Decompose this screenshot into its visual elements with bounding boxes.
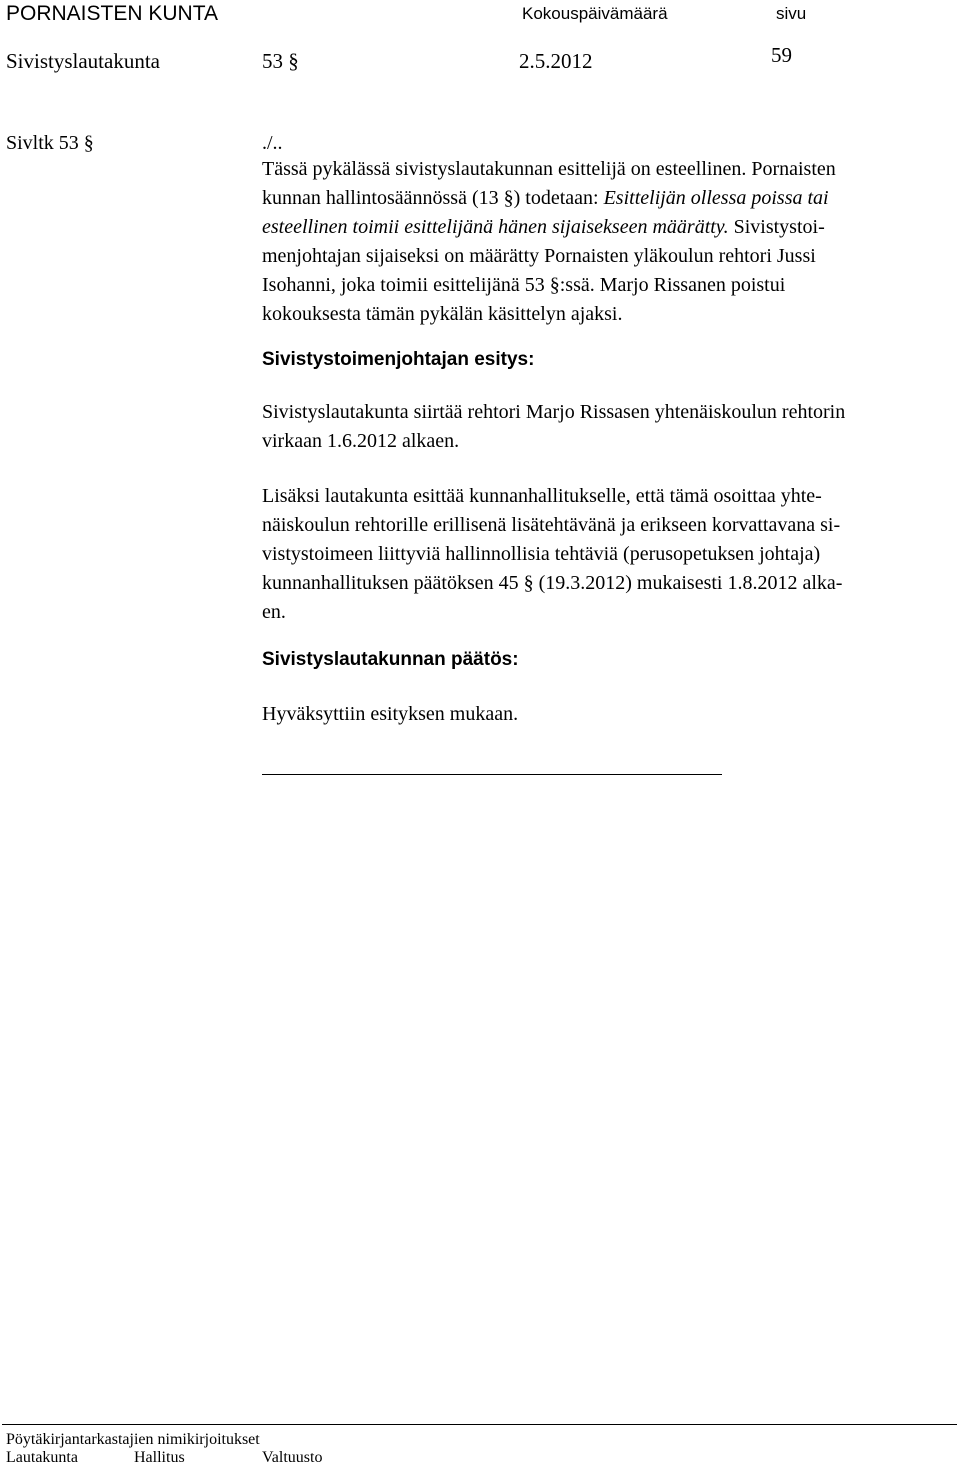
paragraph-line: Sivistyslautakunta siirtää rehtori Marjo Rissasen yhtenäiskoulun rehtorin: [262, 401, 846, 423]
meeting-date: 2.5.2012: [519, 49, 593, 73]
paragraph-text: kunnan hallintosäännössä (13 §) todetaan:: [262, 187, 604, 209]
meeting-date-label: Kokouspäivämäärä: [522, 4, 668, 23]
paragraph-line: Isohanni, joka toimii esittelijänä 53 §:ssä. Marjo Rissanen poistui: [262, 274, 786, 296]
paragraph-disqualification: [262, 155, 952, 329]
paragraph-line: virkaan 1.6.2012 alkaen.: [262, 430, 460, 452]
paragraph-line: näiskoulun rehtorille erillisenä lisätehtävänä ja erikseen korvattavana si-: [262, 514, 841, 536]
board-name: Sivistyslautakunta: [6, 49, 160, 73]
paragraph-text: Sivistystoi-: [728, 216, 825, 238]
organization-name: PORNAISTEN KUNTA: [6, 2, 218, 25]
page-number: 59: [771, 43, 792, 67]
paragraph-line: Lisäksi lautakunta esittää kunnanhallitukselle, että tämä osoittaa yhte-: [262, 485, 822, 507]
quoted-rule-text: Esittelijän ollessa poissa tai: [603, 187, 829, 209]
paragraph-additional-duties: [262, 482, 952, 627]
continuation-mark: ./..: [262, 132, 283, 154]
heading-decision: Sivistyslautakunnan päätös:: [262, 649, 519, 670]
paragraph-line: menjohtajan sijaiseksi on määrätty Pornaisten yläkoulun rehtori Jussi: [262, 245, 816, 267]
footer-signature-board: Lautakunta: [6, 1449, 78, 1466]
paragraph-line: en.: [262, 601, 286, 623]
paragraph-line: vistystoimeen liittyviä hallinnollisia tehtäviä (perusopetuksen johtaja): [262, 543, 821, 565]
paragraph-transfer: [262, 398, 952, 456]
page-label: sivu: [776, 4, 807, 23]
paragraph-line: Tässä pykälässä sivistyslautakunnan esittelijä on esteellinen. Pornaisten: [262, 158, 836, 180]
footer-divider: [2, 1424, 957, 1425]
decision-text: Hyväksyttiin esityksen mukaan.: [262, 703, 519, 725]
end-rule: [262, 774, 722, 775]
paragraph-line: kunnanhallituksen päätöksen 45 § (19.3.2012) mukaisesti 1.8.2012 alka-: [262, 572, 843, 594]
paragraph-line: [262, 184, 952, 213]
footer-signature-government: Hallitus: [134, 1449, 185, 1466]
heading-proposal: Sivistystoimenjohtajan esitys:: [262, 349, 535, 370]
footer-signatures-title: Pöytäkirjantarkastajien nimikirjoitukset: [6, 1431, 260, 1448]
paragraph-line: [262, 213, 952, 242]
quoted-rule-text: esteellinen toimii esittelijänä hänen sijaisekseen määrätty.: [262, 216, 729, 238]
section-number: 53 §: [262, 49, 299, 73]
section-reference: Sivltk 53 §: [6, 132, 94, 154]
paragraph-line: kokouksesta tämän pykälän käsittelyn ajaksi.: [262, 303, 623, 325]
footer-signature-council: Valtuusto: [262, 1449, 323, 1466]
